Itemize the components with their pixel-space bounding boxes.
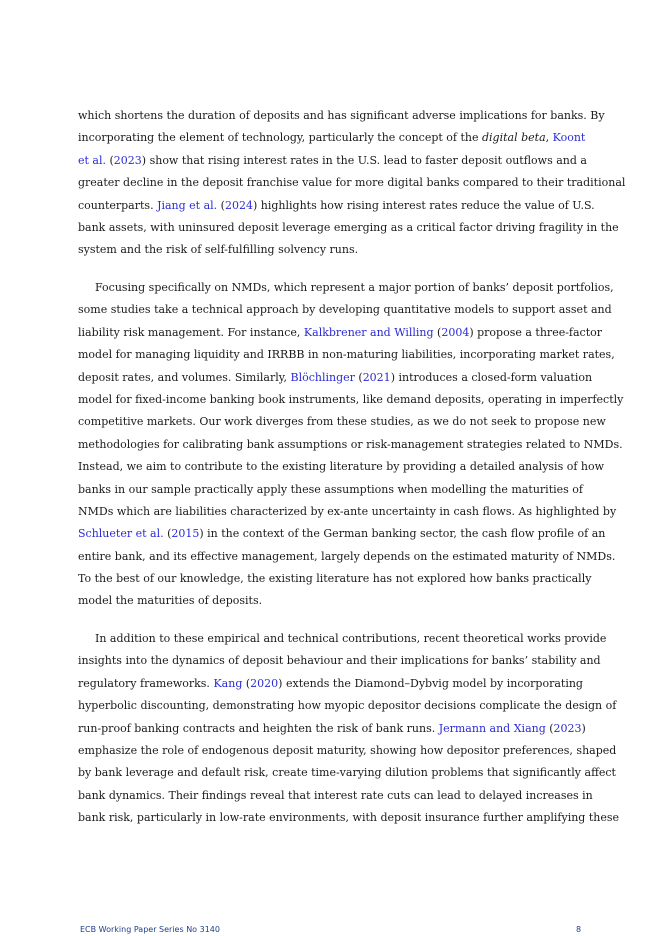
footer-page-number: 8 [576,925,582,934]
text-line [78,523,606,545]
citation-link[interactable]: Jermann and Xiang [438,721,546,735]
text-span: In addition to these empirical and technical contributions, recent theoretical works provide [95,632,607,645]
text-span: ) in the context of the German banking sector, the cash flow profile of an [199,527,606,541]
text-line [78,718,586,740]
citation-link[interactable]: 2023 [553,721,582,735]
text-span: ) propose a three-factor [469,325,603,339]
text-span: ( [354,370,363,384]
citation-link[interactable]: 2004 [441,325,470,339]
text-line [78,389,624,411]
text-span: ( [217,198,225,212]
text-span: deposit rates, and volumes. Similarly, [78,370,291,384]
citation-link[interactable]: Schlueter et al. [78,527,164,541]
text-line [78,590,583,612]
text-span: , [545,131,553,145]
text-line [78,434,623,456]
body-paragraph-1 [78,105,626,262]
text-line [78,456,605,478]
text-line [78,628,607,650]
text-line [78,344,615,366]
citation-link[interactable]: 2021 [362,370,391,384]
text-span: methodologies for calibrating bank assumptions or risk-management strategies related to NMDs. [78,437,623,451]
text-span: ) highlights how rising interest rates reduce the value of U.S. [252,198,595,212]
text-span: To the best of our knowledge, the existing literature has not explored how banks practically [78,572,592,586]
text-span: bank risk, particularly in low-rate environments, with deposit insurance further amplifying these [78,811,619,825]
text-span: ) [581,721,586,735]
text-span: incorporating the element of technology, particularly the concept of the [78,131,482,145]
text-span: ) extends the Diamond–Dybvig model by incorporating [278,676,583,690]
text-line [78,411,606,433]
text-span: model for managing liquidity and IRRBB in non-maturing liabilities, incorporating market rates, [78,348,615,362]
text-span: insights into the dynamics of deposit behaviour and their implications for banks’ stability and [78,654,601,668]
text-span: ( [545,721,554,735]
text-span: regulatory frameworks. [78,676,214,690]
text-line [78,762,616,784]
text-line [78,740,617,762]
text-span: bank dynamics. Their findings reveal that interest rate cuts can lead to delayed increases in [78,788,593,802]
text-span: entire bank, and its effective management, largely depends on the estimated maturity of NMDs. [78,549,616,563]
text-line [78,546,616,568]
text-span: liability risk management. For instance, [78,325,304,339]
text-span: ) show that rising interest rates in the U.S. lead to faster deposit outflows and a [141,153,587,167]
citation-link[interactable]: Kang [213,676,243,690]
emphasized-term: digital beta [482,131,546,145]
text-span: system and the risk of self-fulfilling solvency runs. [78,243,359,257]
citation-link[interactable]: Blöchlinger [290,370,355,384]
text-line [78,217,619,239]
citation-link[interactable]: et al. [78,153,106,167]
text-span: run-proof banking contracts and heighten the risk of bank runs. [78,721,439,735]
text-line [78,195,595,217]
text-span: counterparts. [78,198,158,212]
text-line [78,479,583,501]
text-span: model the maturities of deposits. [78,594,263,608]
text-line [78,367,593,389]
citation-link[interactable]: 2023 [113,153,142,167]
text-line [78,785,593,807]
text-line [78,172,626,194]
text-line [78,277,614,299]
text-span: ( [433,325,442,339]
text-line [78,150,587,172]
text-span: hyperbolic discounting, demonstrating how myopic depositor decisions complicate the design of [78,699,617,713]
text-line [78,807,619,829]
text-line [78,127,586,149]
text-span: NMDs which are liabilities characterized by ex-ante uncertainty in cash flows. As highlighted by [78,504,617,518]
citation-link[interactable]: Koont [552,131,586,145]
text-span: ) introduces a closed-form valuation [390,370,593,384]
text-line [78,239,583,261]
citation-link[interactable]: 2020 [250,676,279,690]
text-span: ( [242,676,251,690]
text-span: Focusing specifically on NMDs, which represent a major portion of banks’ deposit portfolios, [95,281,614,294]
footer-series-label: ECB Working Paper Series No 3140 [80,925,220,934]
text-line [78,568,592,590]
text-span: ( [163,527,172,541]
citation-link[interactable]: 2024 [224,198,253,212]
text-span: emphasize the role of endogenous deposit maturity, showing how depositor preferences, shaped [78,743,617,757]
text-line [78,501,617,523]
text-line [78,322,603,344]
text-span: which shortens the duration of deposits and has significant adverse implications for banks. By [78,109,605,122]
text-span: ( [106,153,114,167]
citation-link[interactable]: Jiang et al. [157,198,218,212]
text-span: banks in our sample practically apply these assumptions when modelling the maturities of [78,482,583,496]
text-span: model for fixed-income banking book instruments, like demand deposits, operating in imperfectly [78,392,624,406]
text-line [78,695,617,717]
text-line [78,673,583,695]
text-span: bank assets, with uninsured deposit leverage emerging as a critical factor driving fragility in the [78,220,619,234]
text-line [78,299,612,321]
body-paragraph-2 [78,277,624,613]
text-span: greater decline in the deposit franchise value for more digital banks compared to their traditional [78,176,626,190]
text-line [78,650,601,672]
text-span: by bank leverage and default risk, create time-varying dilution problems that significantly affect [78,766,616,780]
text-span: competitive markets. Our work diverges from these studies, as we do not seek to propose new [78,415,606,429]
text-line [78,105,605,127]
body-paragraph-3 [78,628,619,830]
text-span: Instead, we aim to contribute to the existing literature by providing a detailed analysis of how [78,460,605,474]
citation-link[interactable]: Kalkbrener and Willing [303,325,434,339]
text-span: some studies take a technical approach by developing quantitative models to support asset and [78,303,612,317]
citation-link[interactable]: 2015 [171,527,200,541]
